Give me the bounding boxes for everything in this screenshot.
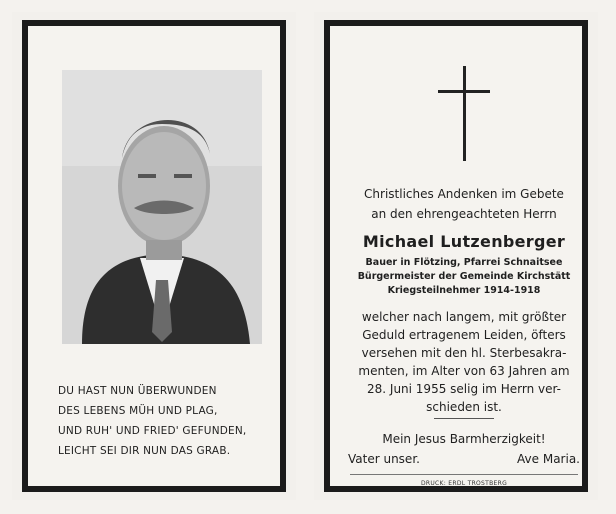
bottom-divider [350, 474, 578, 475]
left-card-frame [22, 20, 286, 492]
left-card-panel [12, 12, 296, 500]
deceased-name: Michael Lutzenberger [362, 232, 566, 251]
death-notice [348, 308, 580, 416]
verse-line: DU HAST NUN ÜBERWUNDEN [58, 385, 217, 397]
notice-line: welcher nach langem, mit größter [361, 310, 567, 324]
detail-line: Bürgermeister der Gemeinde Kirchstätt [357, 271, 571, 282]
notice-line: Geduld ertragenem Leiden, öfters [362, 328, 566, 342]
printer-credit: DRUCK: ERDL TROSTBERG [420, 480, 508, 487]
right-card-panel [314, 12, 598, 500]
notice-line: versehen mit den hl. Sterbesakra- [361, 346, 567, 360]
prayer-heading: Mein Jesus Barmherzigkeit! [382, 432, 546, 446]
memorial-verse [58, 381, 278, 461]
verse-line: UND RUH' UND FRIED' GEFUNDEN, [58, 425, 247, 437]
prayer-left: Vater unser. [348, 452, 420, 466]
detail-line: Kriegsteilnehmer 1914-1918 [387, 285, 541, 296]
notice-line: menten, im Alter von 63 Jahren am [358, 364, 570, 378]
prayer-right: Ave Maria. [517, 452, 580, 466]
right-card-frame [324, 20, 588, 492]
deceased-details [348, 256, 580, 298]
prayer-line [348, 452, 580, 466]
memorial-intro [348, 184, 580, 224]
intro-line: an den ehrengeachteten Herrn [371, 207, 557, 221]
detail-line: Bauer in Flötzing, Pfarrei Schnaitsee [365, 257, 563, 268]
section-divider [434, 418, 494, 419]
cross-icon [460, 66, 472, 161]
notice-line: schieden ist. [426, 400, 502, 414]
intro-line: Christliches Andenken im Gebete [364, 187, 564, 201]
verse-line: DES LEBENS MÜH UND PLAG, [58, 405, 218, 417]
portrait-photo [62, 70, 262, 344]
notice-line: 28. Juni 1955 selig im Herrn ver- [367, 382, 561, 396]
verse-line: LEICHT SEI DIR NUN DAS GRAB. [58, 445, 231, 457]
